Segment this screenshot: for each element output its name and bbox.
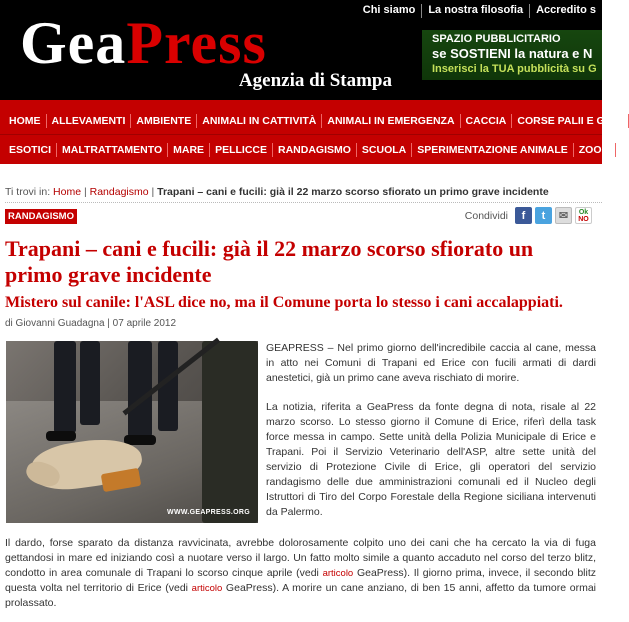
photo-leg-2: [80, 341, 100, 425]
breadcrumb-home[interactable]: Home: [53, 186, 82, 198]
top-link-filosofia[interactable]: La nostra filosofia: [421, 4, 529, 18]
nav-randagismo[interactable]: RANDAGISMO: [273, 143, 357, 157]
site-header: [0, 0, 602, 100]
nav-animali-cattivita[interactable]: ANIMALI IN CATTIVITÀ: [197, 114, 322, 128]
mail-icon[interactable]: ✉: [555, 207, 572, 224]
ad-line-3: Inserisci la TUA pubblicità su G: [432, 63, 597, 75]
paragraph-3-part-c: GeaPress). A morire un cane anziano, di ben 15 anni, affetto da tumore ormai prolassato.: [5, 582, 597, 609]
nav-row-1: [0, 106, 629, 136]
photo-leg-1: [54, 341, 76, 433]
breadcrumb-sep-1: |: [81, 186, 90, 198]
breadcrumb-randagismo[interactable]: Randagismo: [89, 186, 149, 198]
article-paragraph-2: La notizia, riferita a GeaPress da fonte degna di nota, risale al 22 marzo scorso. Lo stesso giorno il Comune di Erice, riferì della task force messa in campo. Sette unità della Polizia Municipale di Erice e Trapani. Poi il Servizio Veterinario dell'ASP, altre sette unità del servizio di Protezione Civile di Erice, gli operatori del servizio randagismo delle due amministrazioni comunali ed il Nucleo degli Istruttori di Tiro del Corpo Forestale della Regione siciliana intervenuti da Palermo.: [266, 401, 596, 518]
paragraph-3-part-a: Il dardo, forse sparato da distanza ravvicinata, avrebbe dolorosamente colpito uno dei cani che ha cercato la via di fuga gettandosi in mare ed iniziando così a nuotare verso il largo. Un fatto molto simile a quanto accaduto nel corso del terzo blitz, condotto in area comunale di Trapani lo scorso cinque aprile (vedi: [5, 537, 596, 579]
article-paragraph-3: [5, 536, 596, 611]
logo-subtitle: Agenzia di Stampa: [238, 70, 392, 91]
nav-pellicce[interactable]: PELLICCE: [210, 143, 273, 157]
logo-press: Press: [126, 10, 267, 76]
top-link-accredito[interactable]: Accredito s: [529, 4, 602, 18]
article-photo[interactable]: [6, 341, 258, 523]
share-bar: [465, 207, 592, 224]
article-meta: di Giovanni Guadagna | 07 aprile 2012: [5, 318, 177, 329]
top-links: [357, 4, 602, 18]
main-navigation: [0, 100, 624, 164]
nav-home[interactable]: HOME: [4, 114, 47, 128]
nav-corse-palii[interactable]: CORSE PALII E GIOC: [512, 114, 629, 128]
nav-sperimentazione[interactable]: SPERIMENTAZIONE ANIMALE: [412, 143, 574, 157]
category-badge[interactable]: RANDAGISMO: [5, 209, 77, 224]
articolo-link-1[interactable]: articolo: [322, 568, 354, 579]
nav-scuola[interactable]: SCUOLA: [357, 143, 412, 157]
articolo-link-2[interactable]: articolo: [191, 583, 223, 594]
photo-watermark: WWW.GEAPRESS.ORG: [167, 509, 250, 516]
paragraph-3-part-b: GeaPress). Il giorno prima, invece, il secondo blitz questa volta nel territorio di Erice (vedi: [5, 567, 596, 594]
nav-zoom[interactable]: ZOOM: [574, 143, 617, 157]
ad-line-2: [432, 46, 602, 62]
photo-shoe-1: [46, 431, 76, 441]
nav-mare[interactable]: MARE: [168, 143, 210, 157]
share-label: Condividi: [464, 209, 508, 222]
ad-line-1: SPAZIO PUBBLICITARIO: [432, 33, 561, 45]
breadcrumb-sep-2: |: [148, 186, 158, 198]
article-paragraph-1: GEAPRESS – Nel primo giorno dell'incredibile caccia al cane, messa in atto nei Comuni di Trapani ed Erice con fucili armati di dardi anestetici, già un primo cane aveva rischiato di morire.: [266, 342, 596, 384]
nav-maltrattamento[interactable]: MALTRATTAMENTO: [57, 143, 168, 157]
breadcrumb-current: Trapani – cani e fucili: già il 22 marzo scorso sfiorato un primo grave incidente: [157, 186, 549, 198]
article-subtitle: Mistero sul canile: l'ASL dice no, ma il Comune porta lo stesso i cani accalappiati.: [5, 294, 563, 311]
twitter-icon[interactable]: t: [535, 207, 552, 224]
logo-wordmark: [20, 8, 267, 78]
photo-leg-3: [128, 341, 152, 437]
nav-allevamenti[interactable]: ALLEVAMENTI: [47, 114, 132, 128]
article-title: Trapani – cani e fucili: già il 22 marzo scorso sfiorato un primo grave incidente: [5, 236, 534, 287]
ad-line-2-post: la natura e N: [510, 46, 593, 61]
facebook-icon[interactable]: f: [515, 207, 532, 224]
photo-person-right: [202, 341, 258, 523]
nav-caccia[interactable]: CACCIA: [461, 114, 513, 128]
logo-gea: Gea: [20, 10, 127, 76]
nav-esotici[interactable]: ESOTICI: [4, 143, 57, 157]
breadcrumb-prefix: Ti trovi in:: [5, 186, 54, 198]
oknotizie-ok: Ok: [578, 208, 589, 216]
nav-ambiente[interactable]: AMBIENTE: [131, 114, 197, 128]
nav-row-2: [0, 134, 611, 164]
oknotizie-no: NO: [578, 215, 589, 223]
top-link-chi-siamo[interactable]: Chi siamo: [362, 4, 416, 16]
ad-line-2-strong: SOSTIENI: [450, 46, 511, 61]
advertising-banner[interactable]: [422, 30, 602, 80]
nav-animali-emergenza[interactable]: ANIMALI IN EMERGENZA: [322, 114, 460, 128]
ad-line-2-pre: se: [432, 46, 451, 61]
geapress-logo[interactable]: [20, 8, 400, 96]
breadcrumb-divider: [5, 202, 602, 203]
oknotizie-icon[interactable]: [575, 207, 592, 224]
breadcrumb: [5, 186, 549, 198]
